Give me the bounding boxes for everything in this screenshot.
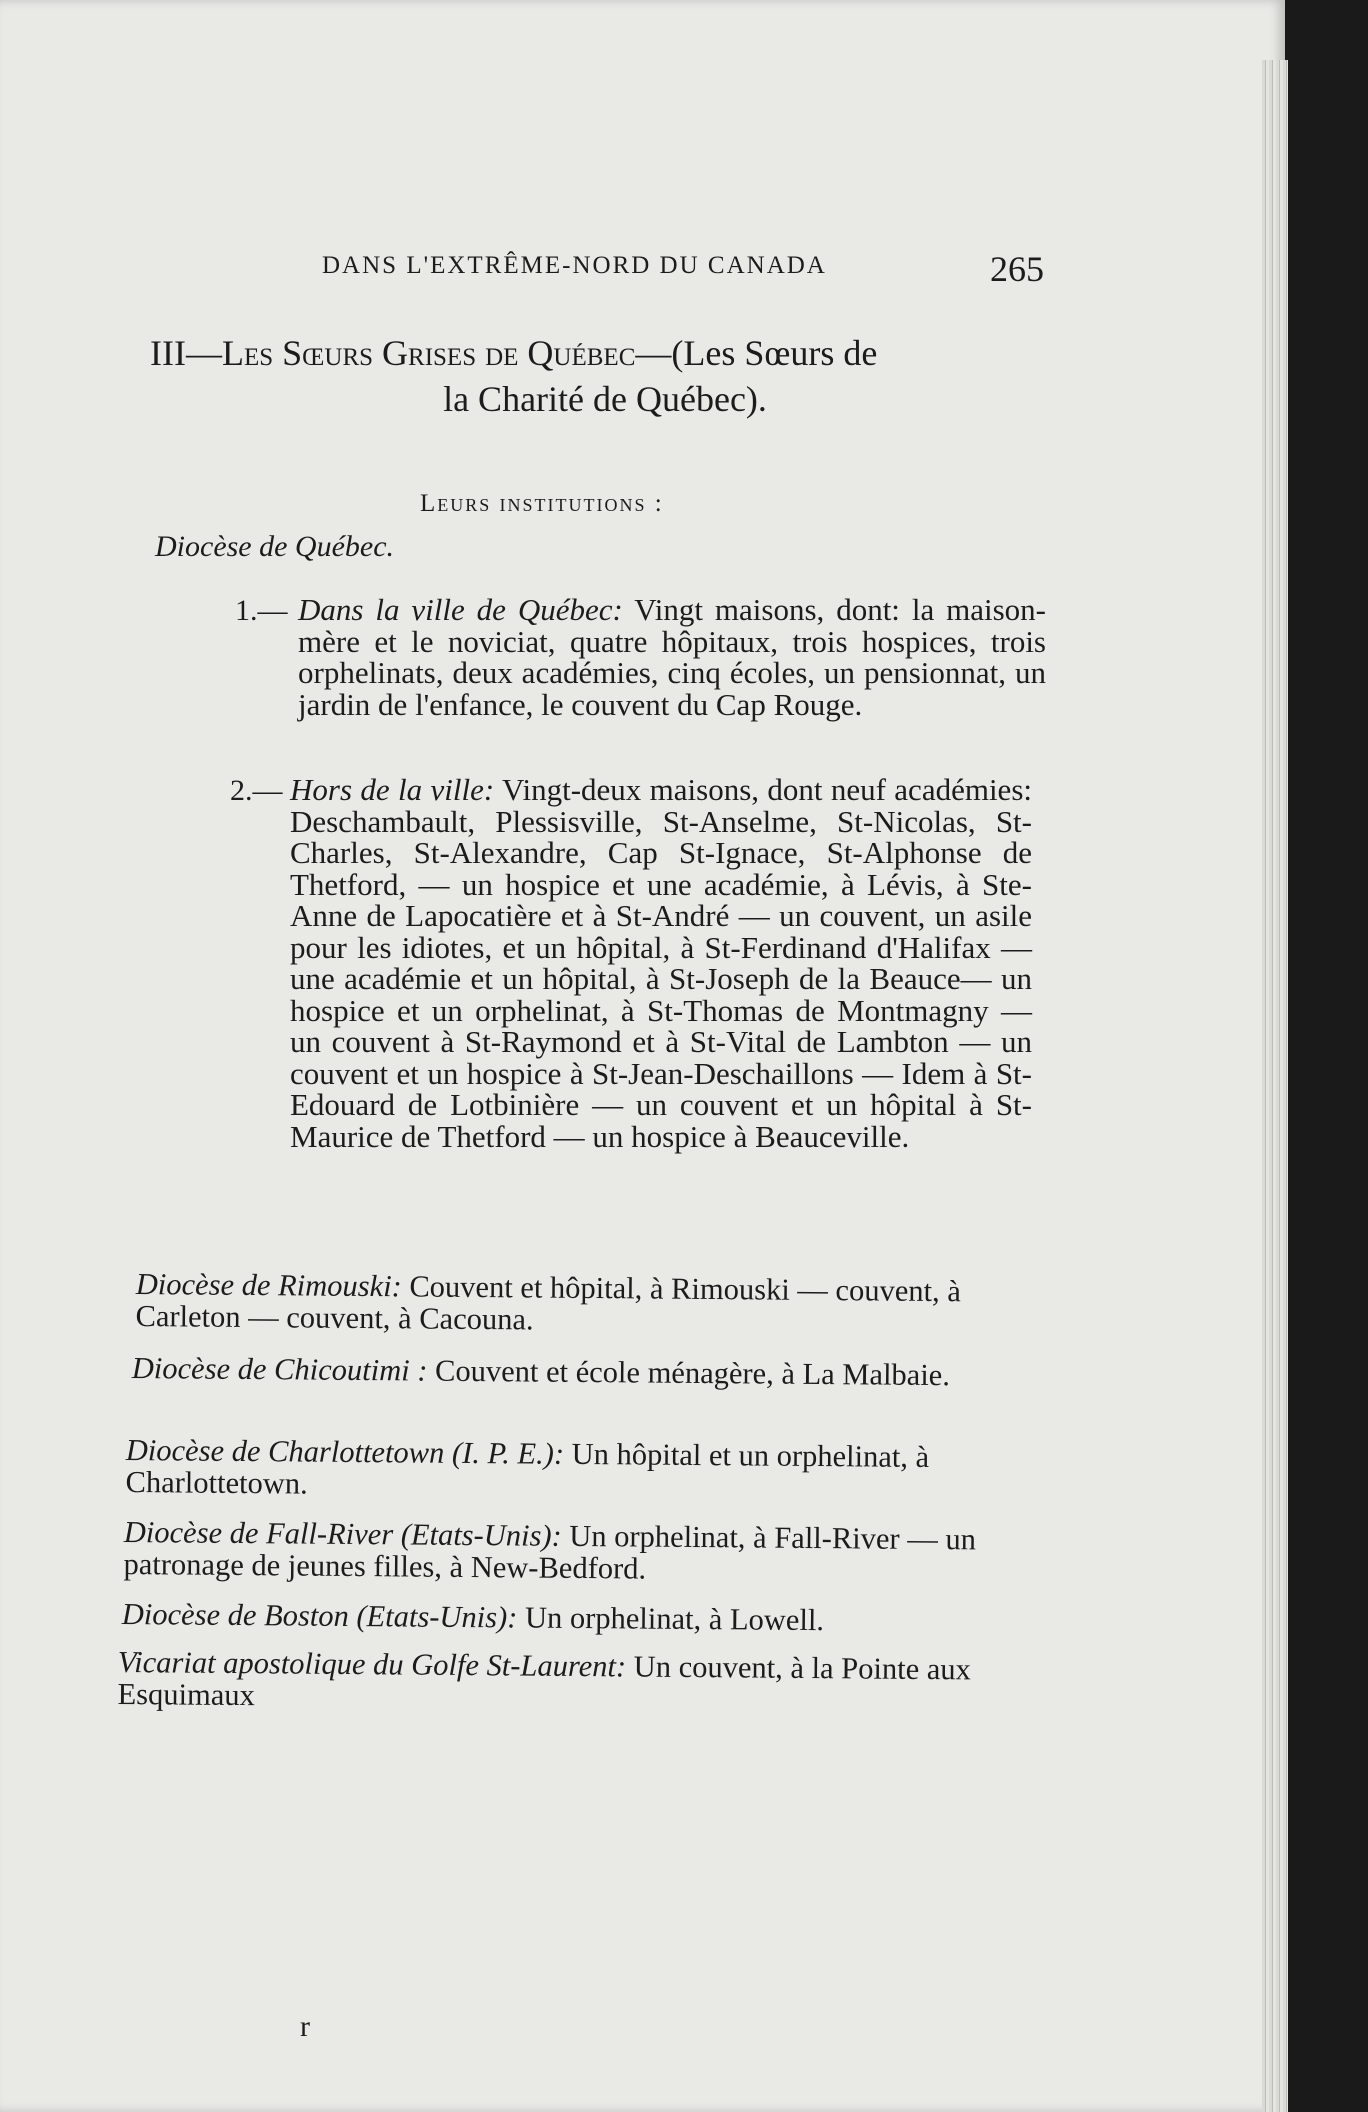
diocese-charlottetown	[125, 1434, 1016, 1506]
diocese-rimouski	[135, 1268, 1021, 1340]
heading-line2: la Charité de Québec).	[443, 379, 767, 419]
item-1-number: 1.—	[235, 594, 288, 627]
page-number: 265	[990, 249, 1044, 289]
item-1-text: Vingt maisons, dont: la maison-mère et le noviciat, quatre hôpitaux, trois hospices, trois orphelinats, deux académies, cinq écoles, un pensionnat, un jardin de l'enfance, le couvent du Cap Rouge.	[298, 592, 1046, 722]
diocese-boston-text: Un orphelinat, à Lowell.	[524, 1600, 825, 1638]
page-edge	[1262, 60, 1288, 2112]
item-2-number: 2.—	[230, 774, 283, 807]
item-1	[298, 594, 1046, 720]
heading-title: Les Sœurs Grises de Québec	[221, 333, 636, 373]
item-2	[290, 774, 1032, 1152]
vicariat-text: Un couvent, à la Pointe aux Esquimaux	[117, 1649, 972, 1713]
heading-prefix: III—	[150, 333, 222, 373]
diocese-chicoutimi	[132, 1352, 1017, 1392]
diocese-boston-label: Diocèse de Boston (Etats-Unis):	[121, 1597, 518, 1635]
diocese-quebec-label: Diocèse de Québec.	[155, 530, 395, 563]
item-1-label: Dans la ville de Québec:	[298, 592, 623, 627]
item-2-label: Hors de la ville:	[290, 772, 495, 807]
diocese-rimouski-label: Diocèse de Rimouski:	[135, 1267, 402, 1304]
diocese-rimouski-text: Couvent et hôpital, à Rimouski — couvent, à Carleton — couvent, à Cacouna.	[135, 1269, 962, 1337]
diocese-charlottetown-label: Diocèse de Charlottetown (I. P. E.):	[125, 1433, 565, 1471]
diocese-chicoutimi-text: Couvent et école ménagère, à La Malbaie.	[434, 1353, 951, 1393]
diocese-chicoutimi-label: Diocèse de Chicoutimi :	[131, 1351, 428, 1388]
subheading: Leurs institutions :	[420, 490, 664, 517]
diocese-fall-river-label: Diocèse de Fall-River (Etats-Unis):	[123, 1515, 562, 1553]
vicariat-golfe-st-laurent	[117, 1646, 1018, 1718]
item-2-text: Vingt-deux maisons, dont neuf académies: Deschambault, Plessisville, St-Anselme, St-Nicolas, St-Charles, St-Alexandre, Cap St-Ignace, St-Alphonse de Thetford, — un hospice et une académie, à Lévis, à Ste-Anne de Lapocatière et à St-André — un couvent, un asile pour les idiotes, et un hôpital, à St-Ferdinand d'Halifax — une académie et un hôpital, à St-Joseph de la Beauce— un hospice et un orphelinat, à St-Thomas de Montmagny — un couvent à St-Raymond et à St-Vital de Lambton — un couvent et un hospice à St-Jean-Deschaillons — Idem à St-Edouard de Lotbinière — un couvent et un hôpital à St-Maurice de Thetford — un hospice à Beauceville.	[290, 772, 1032, 1154]
diocese-fall-river	[123, 1516, 1014, 1588]
folio-mark: r	[300, 2010, 310, 2043]
vicariat-label: Vicariat apostolique du Golfe St-Laurent:	[117, 1645, 627, 1684]
diocese-fall-river-text: Un orphelinat, à Fall-River — un patronage de jeunes filles, à New-Bedford.	[123, 1518, 977, 1586]
heading-suffix: —(Les Sœurs de	[635, 333, 878, 373]
section-heading	[150, 330, 1060, 422]
diocese-boston	[122, 1598, 1012, 1638]
diocese-charlottetown-text: Un hôpital et un orphelinat, à Charlottetown.	[125, 1436, 930, 1501]
running-head: DANS L'EXTRÊME-NORD DU CANADA	[322, 252, 827, 279]
